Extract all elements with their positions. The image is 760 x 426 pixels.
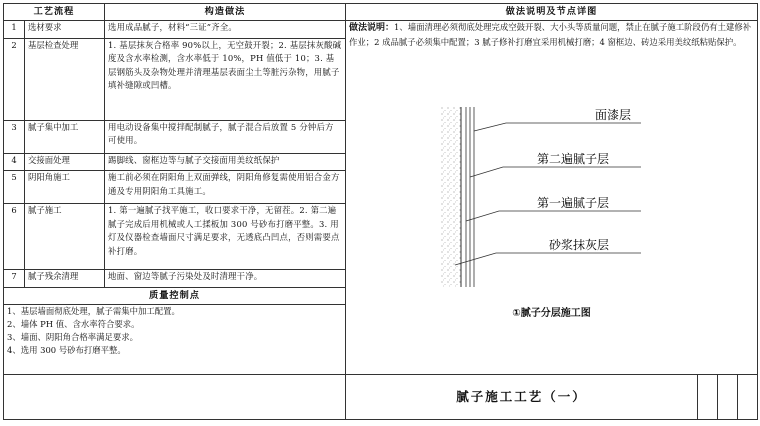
notes-text: 1、墙面清理必须彻底处理完成空鼓开裂、大小头等质量问题，禁止在腻子施工阶段仍有土建修补作业；2 成品腻子必须集中配置；3 腻子修补打磨宜采用机械打磨；4 窗框边、砖边采用美纹纸粘贴保护。 xyxy=(349,22,752,47)
quality-list xyxy=(4,304,346,375)
list-item: 1、基层墙面彻底处理，腻子需集中加工配置。 xyxy=(7,305,180,316)
step-name: 基层检查处理 xyxy=(25,38,105,120)
process-table xyxy=(3,3,758,420)
list-item: 3、墙面、阴阳角合格率满足要求。 xyxy=(7,332,138,343)
step-method: 用电动设备集中搅拌配制腻子，腻子混合后放置 5 分钟后方可使用。 xyxy=(105,120,346,153)
step-number: 1 xyxy=(4,21,25,39)
title-block-cell xyxy=(698,375,718,420)
title-block-cell xyxy=(718,375,738,420)
method-notes xyxy=(349,21,754,49)
step-method: 施工前必须在阴阳角上双面弹线，阴阳角修复需使用铝合金方通及专用阴阳角工具施工。 xyxy=(105,171,346,204)
table-row xyxy=(4,21,758,39)
header-process: 工艺流程 xyxy=(4,4,105,21)
step-method: 1. 第一遍腻子找平施工，收口要求干净，无留茬。2. 第二遍腻子完成后用机械或人工揉板加 300 号砂布打磨平整。3. 用灯及仪器检查墙面尺寸满足要求，无透底凸凹点，否则需要点补打磨。 xyxy=(105,204,346,270)
notes-panel xyxy=(346,21,758,375)
list-item: 4、选用 300 号砂布打磨平整。 xyxy=(7,345,126,356)
label-paint: 面漆层 xyxy=(594,108,632,123)
layer-diagram xyxy=(441,107,681,287)
step-method: 地面、窗边等腻子污染处及时清理干净。 xyxy=(105,270,346,288)
step-name: 腻子集中加工 xyxy=(25,120,105,153)
notes-label: 做法说明： xyxy=(349,23,395,34)
label-putty-2: 第二遍腻子层 xyxy=(536,152,610,167)
title-block-cell xyxy=(738,375,758,420)
step-number: 5 xyxy=(4,171,25,204)
step-method: 选用成品腻子，材料“三证”齐全。 xyxy=(105,21,346,39)
step-number: 7 xyxy=(4,270,25,288)
step-method: 踢脚线、窗框边等与腻子交接面用美纹纸保护 xyxy=(105,153,346,171)
leader-putty-2 xyxy=(470,167,641,177)
step-name: 选材要求 xyxy=(25,21,105,39)
step-number: 3 xyxy=(4,120,25,153)
wall-substrate xyxy=(441,107,461,287)
list-item: 2、墙体 PH 值、含水率符合要求。 xyxy=(7,318,140,329)
construction-sheet xyxy=(3,3,757,420)
step-number: 4 xyxy=(4,153,25,171)
label-putty-1: 第一遍腻子层 xyxy=(536,196,610,211)
leader-paint xyxy=(474,123,641,131)
leader-mortar xyxy=(455,253,641,265)
diagram-caption: ①腻子分层施工图 xyxy=(512,308,591,320)
quality-title: 质量控制点 xyxy=(4,287,346,304)
label-mortar: 砂浆抹灰层 xyxy=(548,238,610,253)
step-number: 2 xyxy=(4,38,25,120)
step-name: 阴阳角施工 xyxy=(25,171,105,204)
step-name: 腻子残余清理 xyxy=(25,270,105,288)
footer-blank xyxy=(4,375,346,420)
step-name: 腻子施工 xyxy=(25,204,105,270)
header-method: 构造做法 xyxy=(105,4,346,21)
step-method: 1. 基层抹灰合格率 90%以上，无空鼓开裂；2. 基层抹灰酸碱度及含水率检测，含水率低于 10%，PH 值低于 10；3. 基层钢筋头及杂物处理并清理基层表面尘土等脏污杂物，用腻子填补缝隙或凹槽。 xyxy=(105,38,346,120)
leader-putty-1 xyxy=(466,211,641,221)
step-name: 交接面处理 xyxy=(25,153,105,171)
step-number: 6 xyxy=(4,204,25,270)
header-notes: 做法说明及节点详图 xyxy=(346,4,758,21)
drawing-title: 腻子施工工艺（一） xyxy=(346,375,698,420)
